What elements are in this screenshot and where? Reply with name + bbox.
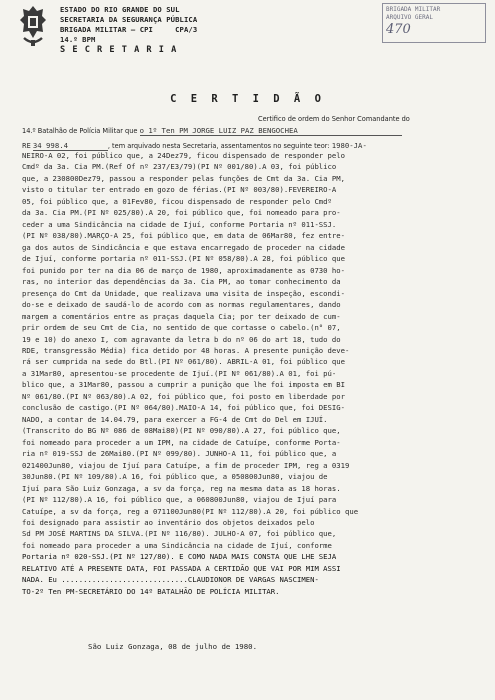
body-line: da 3a. Cia PM.(PI Nº 025/80).A 20, foi público que, foi nomeado para pro-: [22, 208, 341, 218]
body-line: Ijuí para São Luiz Gonzaga, a sv da força, reg na mesma data as 18 horas.: [22, 483, 341, 493]
body-line: (PI Nº 038/80).MARÇO-A 25, foi público que, em data de 06Mar80, fez entre-: [22, 231, 346, 241]
body-line: ga dos autos de Sindicância e que estava encarregado de proceder na cidade: [22, 242, 346, 252]
stamp-handwritten-number: 470: [386, 22, 411, 37]
body-line: ria nº 019-SSJ de 26Mai80.(PI Nº 099/80). JUNHO-A 11, foi público que, a: [22, 449, 337, 459]
coat-of-arms-icon: [18, 4, 48, 48]
place-and-date: São Luiz Gonzaga, 08 de julho de 1980.: [88, 642, 258, 651]
letterhead-state: ESTADO DO RIO GRANDE DO SUL: [60, 5, 180, 14]
officer-name: o 1º Ten PM JORGE LUIZ PAZ BENGOCHEA: [140, 126, 402, 136]
body-line: 021400Jun80, viajou de Ijuí para Catuípe, a fim de proceder IPM, reg a 0319: [22, 460, 350, 470]
intro-line-3-middle: , tem arquivado nesta Secretaria, assentamentos no seguinte teor:: [107, 142, 330, 150]
body-line: prir ordem de seu Cmt de Cia, no sentido de que cortasse o cabelo.(n° 07,: [22, 323, 341, 333]
body-line: visto o titular ter entrado em gozo de férias.(PI Nº 003/80).FEVEREIRO-A: [22, 185, 337, 195]
letterhead: [60, 5, 197, 55]
body-line: Catuípe, a sv da força, reg a 071100Jun80(PI Nº 112/80).A 20, foi público que: [22, 506, 359, 516]
intro-line-3-typed: 1980-JA-: [331, 141, 367, 150]
body-line: do-se e deixado de saudá-lo de acordo com as normas regulamentares, dando: [22, 300, 341, 310]
document-title: C E R T I D Ã O: [170, 93, 325, 105]
body-line: ceder a uma Sindicância na cidade de Ijuí, conforme Portaria nº 011-SSJ.: [22, 219, 337, 229]
body-line: NADA. Eu .............................CLAUDIONOR DE VARGAS NASCIMEN-: [22, 575, 319, 585]
body-line: de Ijuí, conforme portaria nº 011-SSJ.(PI Nº 058/80).A 28, foi público que: [22, 254, 346, 264]
body-line: foi punido por ter na dia 06 de março de 1980, aproximadamente as 0730 ho-: [22, 265, 346, 275]
body-line: (PI Nº 112/80).A 16, foi público que, a 060800Jun80, viajou de Ijuí para: [22, 495, 337, 505]
body-line: presença do Cmt da Unidade, que realizava uma visita de inspeção, escondi-: [22, 288, 346, 298]
body-line: TO-2º Ten PM-SECRETÁRIO DO 14º BATALHÃO DE POLÍCIA MILITAR.: [22, 586, 280, 596]
intro-line-2: [22, 126, 402, 136]
body-line: margem a comentários entre as praças daquela Cia; por ter deixado de cum-: [22, 311, 341, 321]
body-line: NADO, a contar de 14.04.79, para exercer a FG-4 de Cmt do Del em IJUÍ.: [22, 414, 328, 424]
intro-line-3-prefix: RE: [22, 142, 31, 150]
body-line: Portaria nº 020-SSJ.(PI Nº 127/80). E COMO NADA MAIS CONSTA QUE LHE SEJA: [22, 552, 337, 562]
stamp-line-1: BRIGADA MILITAR: [386, 6, 441, 13]
body-line: foi nomeado para proceder a uma Sindicância na cidade de Ijuí, conforme: [22, 540, 332, 550]
officer-re: 34 998.4: [33, 141, 108, 151]
body-line: RELATIVO ATÉ A PRESENTE DATA, FOI PASSADA A CERTIDÃO QUE VAI POR MIM ASSI: [22, 563, 341, 573]
body-line: que, a 230800Dez79, passou a responder pelas funções de Cmt da 3a. Cia PM,: [22, 173, 346, 183]
body-line: foi designado para assistir ao inventário dos objetos deixados pelo: [22, 518, 315, 527]
body-line: blico que, a 31Mar80, passou a cumprir a punição que lhe foi imposta em BI: [22, 380, 346, 390]
letterhead-section: S E C R E T A R I A: [60, 45, 178, 55]
body-line: ras, no interior das dependências da 3a. Cia PM, ao tomar conhecimento da: [22, 277, 341, 287]
body-line: (Transcrito do BG Nº 086 de 08Mai80)(PI Nº 090/80).A 27, foi público que,: [22, 426, 341, 436]
body-line: a 31Mar80, apresentou-se procedente de Ijuí.(PI Nº 061/80).A 01, foi pú-: [22, 368, 337, 378]
certidao-body: [22, 150, 490, 597]
body-line: Nº 061/80.(PI Nº 063/80).A 02, foi público que, foi posto em liberdade por: [22, 391, 346, 401]
body-line: NEIRO-A 02, foi público que, a 24Dez79, ficou dispensado de responder pelo: [22, 151, 346, 160]
body-line: rá ser cumprida na sede do Btl.(PI Nº 061/80). ABRIL-A 01, foi público que: [22, 357, 346, 367]
body-line: Sd PM JOSÉ MARTINS DA SILVA.(PI Nº 116/80). JULHO-A 07, foi público que,: [22, 529, 337, 539]
letterhead-secretariat: SECRETARIA DA SEGURANÇA PÚBLICA: [60, 15, 198, 24]
body-line: Cmdº da 3a. Cia PM.(Ref Of nº 237/E3/79)(PI Nº 001/80).A 03, foi público: [22, 162, 337, 172]
letterhead-battalion: 14.º BPM: [60, 35, 96, 44]
body-line: 19 e 10) do anexo I, com agravante da letra b do nº 06 do art 18, tudo do: [22, 334, 341, 344]
body-line: conclusão de castigo.(PI Nº 064/80).MAIO-A 14, foi público que, foi DESIG-: [22, 403, 346, 413]
intro-line-2-prefix: 14.º Batalhão de Polícia Militar que: [22, 127, 138, 135]
stamp-line-2: ARQUIVO GERAL: [386, 13, 433, 21]
archive-stamp: [382, 3, 486, 43]
intro-line-1: Certifico de ordem do Senhor Comandante do: [258, 115, 410, 123]
letterhead-unit: BRIGADA MILITAR — CPI CPA/3: [60, 25, 198, 34]
body-line: 05, foi público que, a 01Fev80, ficou dispensado de responder pelo Cmdº: [22, 196, 332, 206]
body-line: RDE, transgressão Média) fica detido por 48 horas. A presente punição deve-: [22, 345, 350, 355]
body-line: 30Jun80.(PI Nº 109/80).A 16, foi público que, a 050800Jun80, viajou de: [22, 472, 328, 482]
body-line: foi nomeado para proceder a um IPM, na cidade de Catuípe, conforme Porta-: [22, 437, 341, 447]
